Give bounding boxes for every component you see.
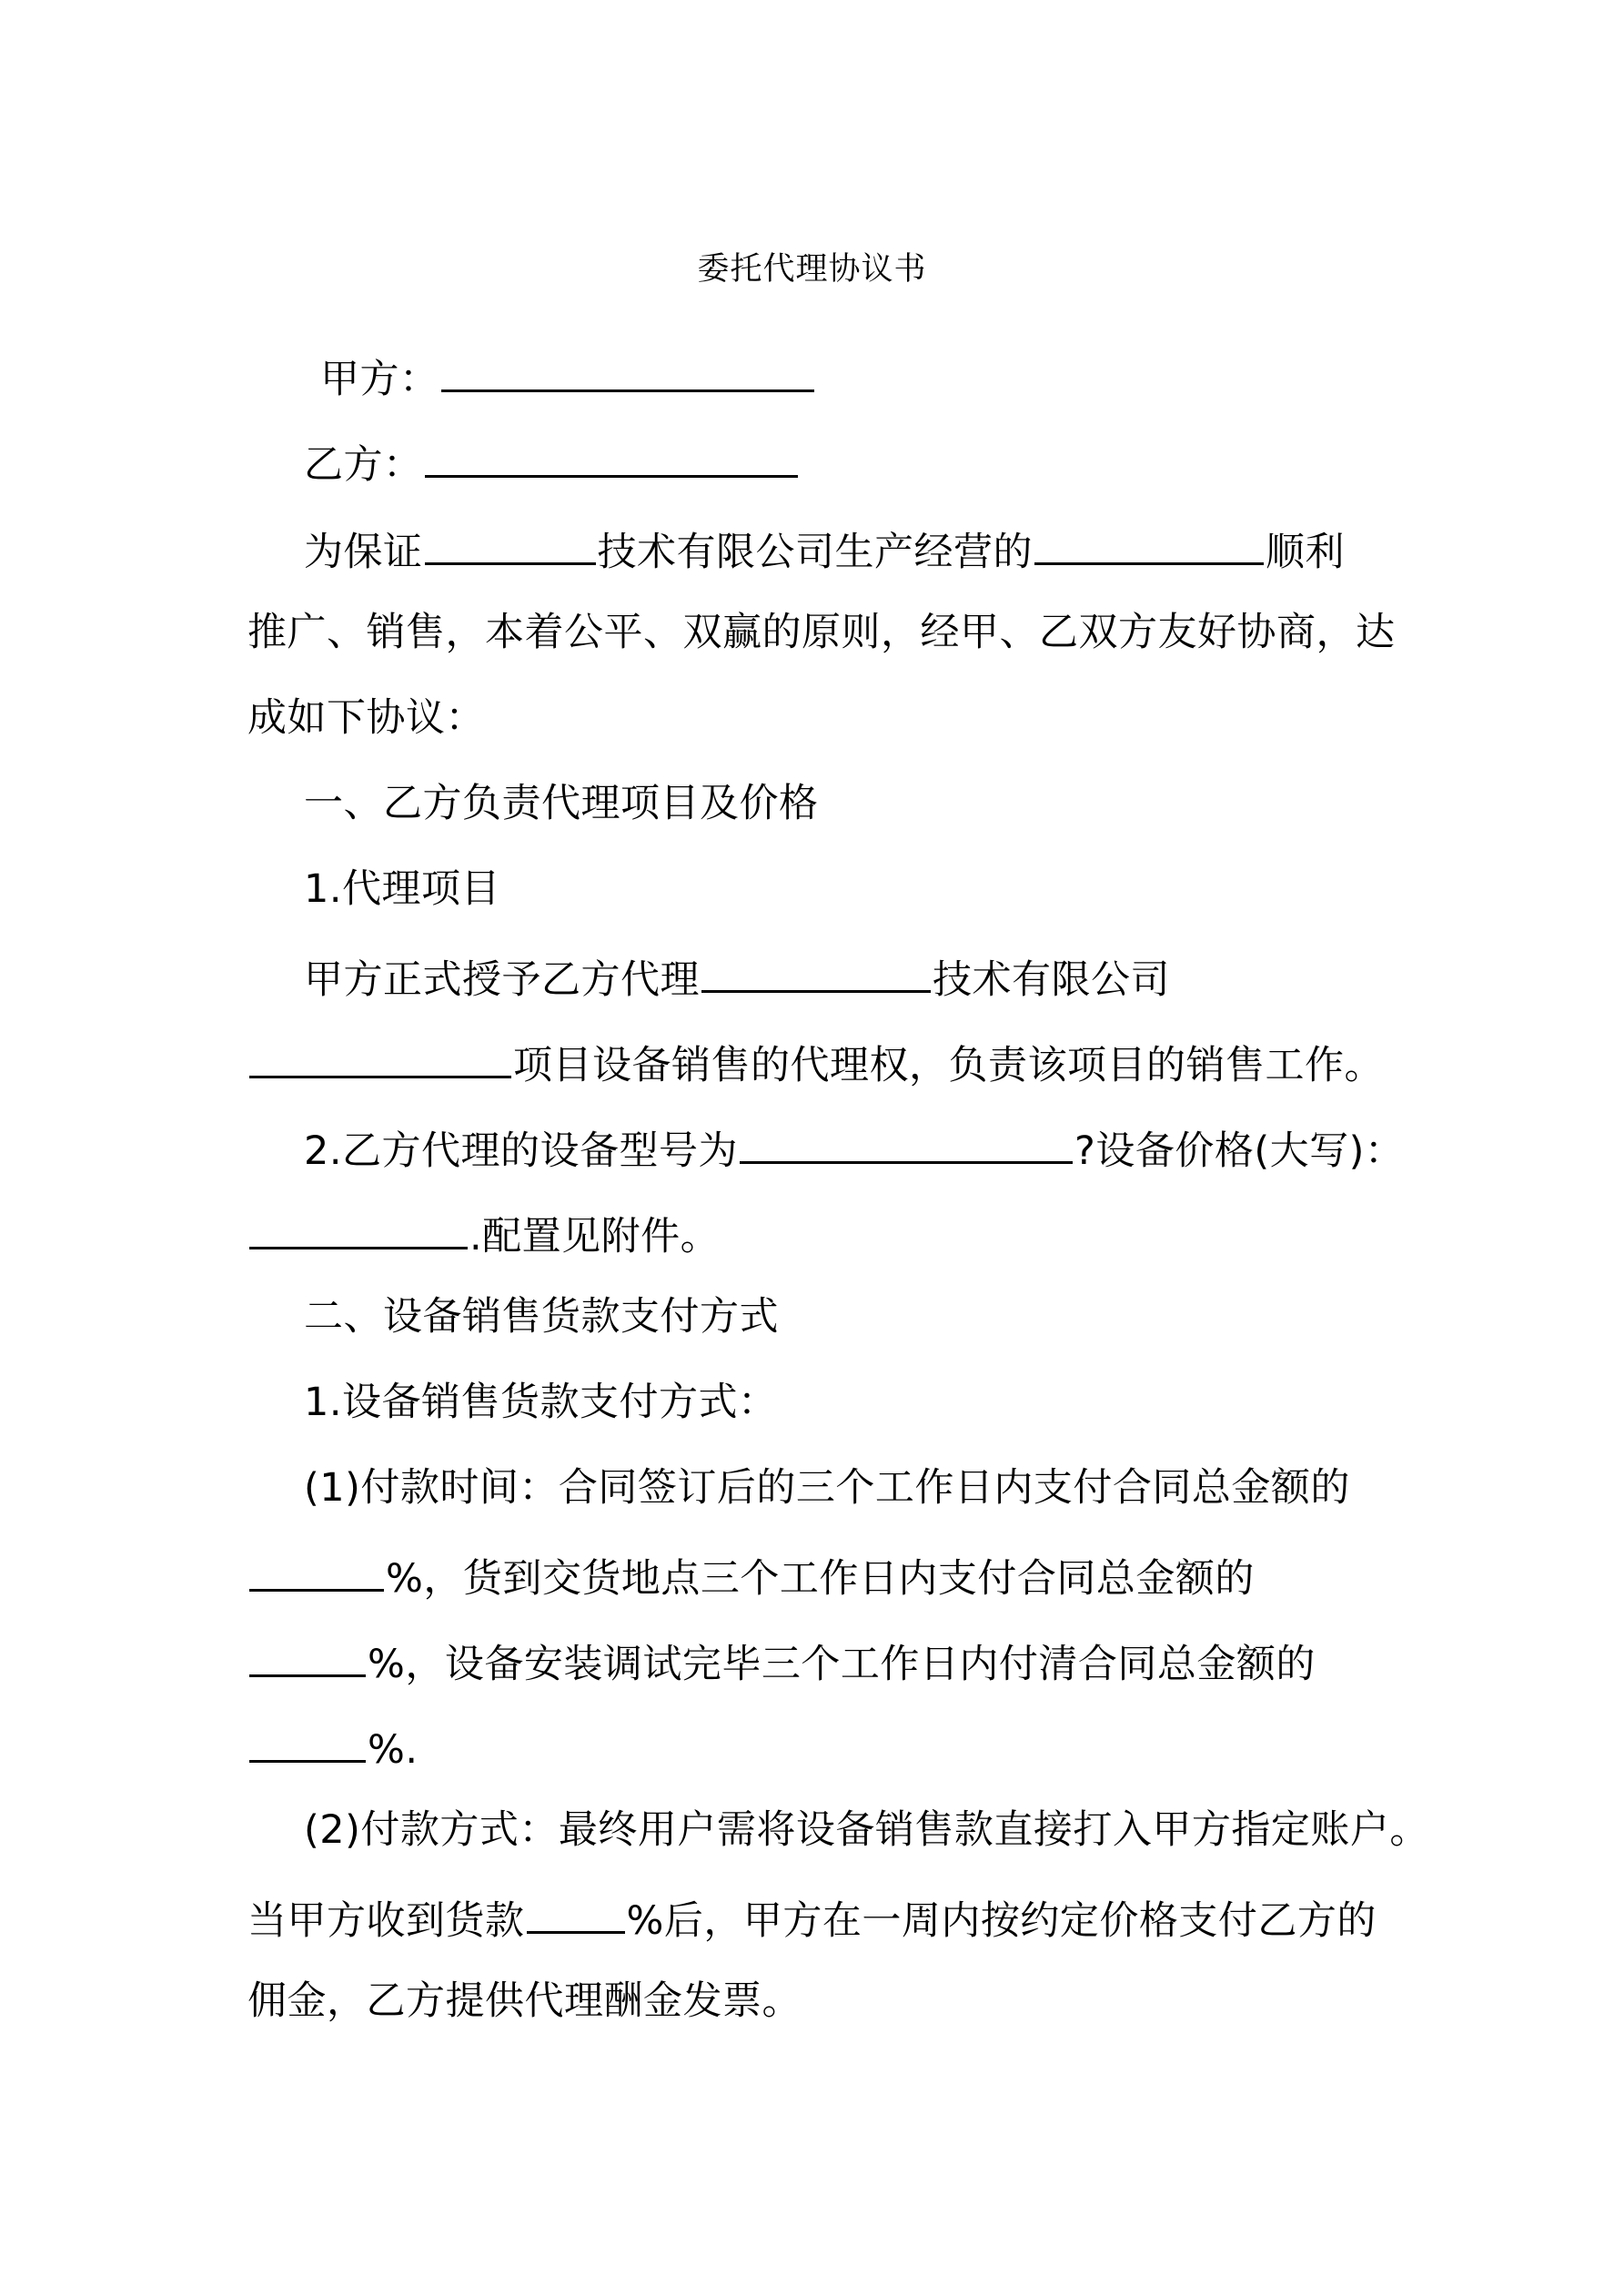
model-blank	[740, 1114, 1073, 1164]
pay-time-line-4	[247, 1713, 419, 1782]
item1-text-line2: 项目设备销售的代理权，负责该项目的销售工作。	[513, 1043, 1384, 1088]
item2-suffix: ?设备价格(大写)：	[1074, 1128, 1405, 1174]
pay-time-line-2	[247, 1542, 1255, 1611]
section2-item1-heading: 1.设备销售货款支付方式：	[304, 1380, 778, 1425]
pay-method-line-3: 佣金，乙方提供代理酬金发票。	[247, 1978, 802, 2024]
intro-line-1	[304, 515, 1345, 584]
party-a-line	[320, 342, 816, 411]
item1-text-prefix: 甲方正式授予乙方代理	[304, 957, 700, 1003]
section1-heading: 一、乙方负责代理项目及价格	[304, 781, 819, 826]
item1-text-suffix: 技术有限公司	[933, 957, 1170, 1003]
pay-time-line-3	[247, 1627, 1316, 1696]
percent-blank-2	[249, 1627, 366, 1677]
pay-method-prefix: 当甲方收到货款	[247, 1898, 525, 1944]
party-a-label: 甲方：	[320, 357, 439, 402]
intro-line-2: 推广、销售，本着公平、双赢的原则，经甲、乙双方友好协商，达	[247, 610, 1396, 655]
item2-line2: .配置见附件。	[469, 1214, 721, 1259]
pay-time-line-1: (1)付款时间：合同签订后的三个工作日内支付合同总金额的	[304, 1465, 1350, 1511]
pay-time-line-2-text: %，货到交货地点三个工作日内支付合同总金额的	[386, 1556, 1255, 1602]
section2-heading: 二、设备销售货款支付方式	[304, 1294, 779, 1340]
pay-method-line-2	[247, 1884, 1377, 1953]
section1-item2-line1	[304, 1114, 1404, 1183]
pay-method-suffix: %后，甲方在一周内按约定价格支付乙方的	[626, 1898, 1377, 1944]
intro-suffix: 顺利	[1266, 530, 1345, 575]
party-a-blank	[441, 342, 814, 392]
section1-item1-line1	[304, 943, 1170, 1012]
intro-mid: 技术有限公司生产经营的	[597, 530, 1033, 575]
price-blank	[249, 1199, 468, 1249]
product-blank	[1034, 515, 1264, 565]
pay-time-line-4-text: %.	[368, 1727, 419, 1773]
document-title: 委托代理协议书	[697, 251, 927, 288]
percent-blank-3	[249, 1713, 366, 1763]
agent-company-blank	[701, 943, 931, 993]
project-blank	[249, 1028, 511, 1078]
section1-item1-heading: 1.代理项目	[304, 866, 501, 912]
item2-prefix: 2.乙方代理的设备型号为	[304, 1128, 739, 1174]
section1-item1-line2	[247, 1028, 1384, 1097]
intro-line-3: 成如下协议：	[247, 695, 485, 741]
pay-method-line-1: (2)付款方式：最终用户需将设备销售款直接打入甲方指定账户。	[304, 1807, 1429, 1853]
section1-item2-line2	[247, 1199, 720, 1269]
party-b-blank	[425, 428, 798, 478]
pay-time-line-3-text: %，设备安装调试完毕三个工作日内付清合同总金额的	[368, 1642, 1316, 1687]
party-b-label: 乙方：	[304, 442, 423, 488]
intro-prefix: 为保证	[304, 530, 423, 575]
percent-blank-1	[249, 1542, 384, 1592]
company-blank	[425, 515, 596, 565]
percent-blank-4	[527, 1884, 625, 1934]
party-b-line	[304, 428, 800, 497]
